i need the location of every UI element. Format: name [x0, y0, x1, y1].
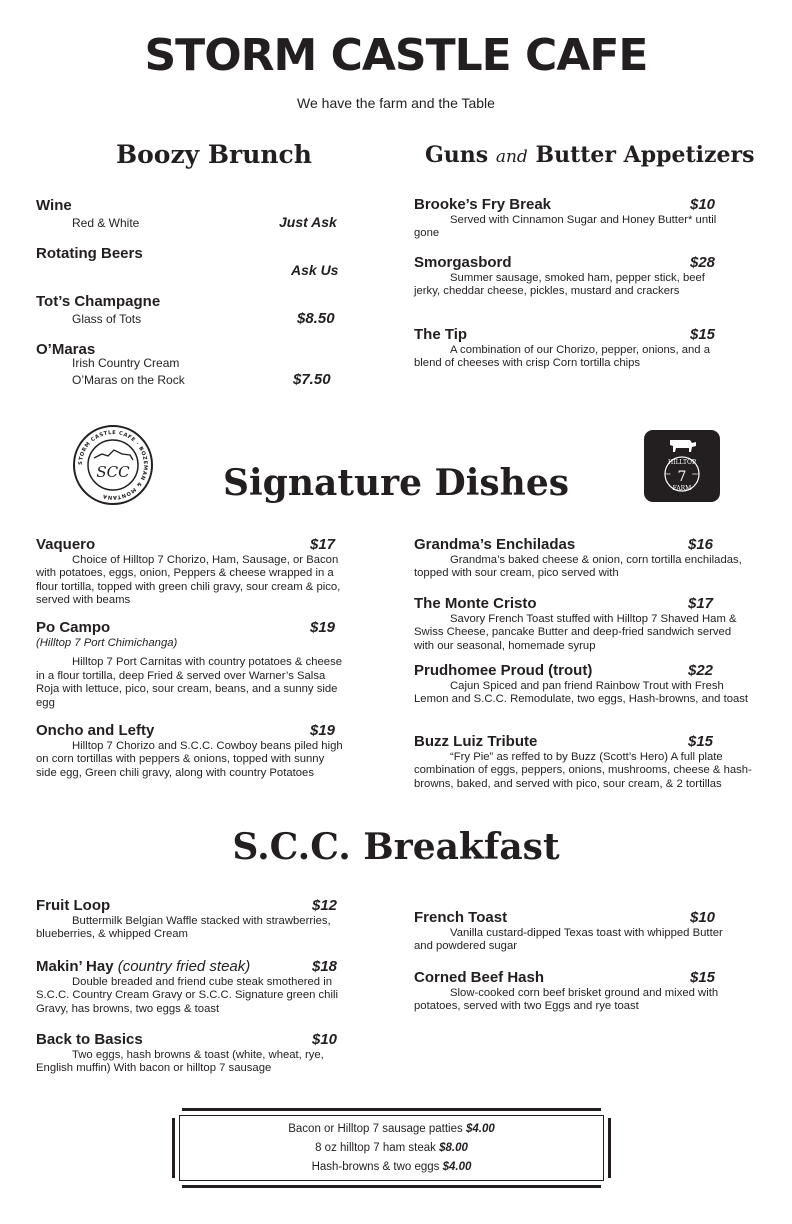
- menu-item-price: $19: [310, 722, 336, 739]
- signature-item: [414, 595, 754, 653]
- heading-word-guns: Guns: [425, 142, 489, 168]
- signature-item: [36, 619, 346, 710]
- menu-item-price: $15: [690, 326, 716, 343]
- breakfast-item: [414, 969, 734, 1014]
- menu-item-price: $22: [688, 662, 714, 679]
- logo-farm-text: FARM: [672, 485, 692, 492]
- menu-item-name: Brooke’s Fry Break: [414, 196, 552, 213]
- menu-item-name: Wine: [36, 197, 72, 214]
- signature-item: [414, 733, 754, 791]
- menu-item-name: Rotating Beers: [36, 245, 143, 262]
- section-heading-signature-dishes: Signature Dishes: [222, 462, 570, 504]
- signature-item: [36, 536, 346, 608]
- menu-item-price: $10: [690, 909, 716, 926]
- menu-item-price: $15: [688, 733, 714, 750]
- logo-est: EST.: [664, 472, 672, 476]
- signature-item: [36, 722, 346, 780]
- logo-monogram: SCC: [96, 463, 130, 481]
- heading-word-butter-appetizers: Butter Appetizers: [535, 142, 755, 168]
- side-item-price: $4.00: [442, 1161, 472, 1173]
- menu-item-detail: O’Maras on the Rock: [72, 373, 185, 387]
- menu-item-price: $7.50: [293, 371, 331, 388]
- menu-item-name: French Toast: [414, 909, 508, 926]
- menu-item-name: Buzz Luiz Tribute: [414, 733, 538, 750]
- tagline: We have the farm and the Table: [297, 95, 495, 111]
- menu-item-price: $17: [310, 536, 336, 553]
- menu-item-description: Cajun Spiced and pan friend Rainbow Trout with Fresh Lemon and S.C.C. Remodulate, two eggs, Hash-browns, and toast: [414, 680, 749, 706]
- menu-item-price: $10: [690, 196, 716, 213]
- menu-item-detail: Glass of Tots: [72, 312, 142, 326]
- menu-item-description: Hilltop 7 Port Carnitas with country potatoes & cheese in a flour tortilla, deep Fried & served over Warner’s Salsa Roja with lettuce, pico, sour cream, beans, and a sunny side egg: [36, 656, 343, 709]
- menu-item-price: $17: [688, 595, 714, 612]
- side-item-name: Hash-browns & two eggs: [311, 1161, 440, 1173]
- menu-item-description: Buttermilk Belgian Waffle stacked with strawberries, blueberries, & whipped Cream: [36, 915, 331, 941]
- side-item-name: 8 oz hilltop 7 ham steak: [315, 1142, 436, 1154]
- menu-item-price: $16: [688, 536, 714, 553]
- menu-item-price: $18: [312, 958, 338, 975]
- logo-hilltop-text: HILLTOP: [667, 459, 697, 466]
- menu-item-name: O’Maras: [36, 341, 96, 358]
- menu-item-price: $19: [310, 619, 336, 636]
- breakfast-item: [414, 909, 734, 954]
- menu-item-price: $28: [690, 254, 716, 271]
- section-heading-appetizers: [425, 142, 754, 168]
- menu-item-name: Back to Basics: [36, 1031, 143, 1048]
- menu-item-name: Po Campo: [36, 619, 111, 636]
- menu-item-name: The Monte Cristo: [414, 595, 537, 612]
- heading-word-and: and: [495, 147, 528, 167]
- menu-item-name: Corned Beef Hash: [414, 969, 545, 986]
- breakfast-item: [36, 958, 346, 1016]
- menu-item-price: $12: [312, 897, 338, 914]
- menu-item-subtitle: (country fried steak): [117, 958, 251, 975]
- menu-item-price: $15: [690, 969, 716, 986]
- menu-item-description: Two eggs, hash browns & toast (white, wheat, rye, English muffin) With bacon or hilltop 7 sausage: [36, 1049, 324, 1075]
- menu-item-price: $10: [312, 1031, 338, 1048]
- menu-item-description: Choice of Hilltop 7 Chorizo, Ham, Sausage, or Bacon with potatoes, eggs, onion, Peppers & cheese wrapped in a flour tortilla, topped with green chili gravy, sour cream & pico, served with beams: [36, 554, 341, 607]
- page-title: STORM CASTLE CAFE: [144, 30, 648, 81]
- menu-item-note: (Hilltop 7 Port Chimichanga): [36, 637, 178, 649]
- menu-item-detail: Irish Country Cream: [72, 356, 180, 370]
- menu-item-description: Savory French Toast stuffed with Hilltop 7 Shaved Ham & Swiss Cheese, pancake Butter and deep-fried sandwich served with our seasonal, homemade syrup: [414, 613, 737, 652]
- menu-item-price: $8.50: [297, 310, 335, 327]
- logo-number: 7: [677, 469, 687, 485]
- logo-ring-text: STORM CASTLE CAFE · BOZEMAN & MONTANA: [77, 429, 149, 501]
- side-item-price: $4.00: [465, 1123, 495, 1135]
- appetizer-item: [414, 254, 734, 299]
- menu-item-name: Oncho and Lefty: [36, 722, 155, 739]
- breakfast-item: [36, 897, 346, 942]
- menu-item-description: “Fry Pie” as reffed to by Buzz (Scott’s Hero) A full plate combination of eggs, peppers, onions, mushrooms, cheese & hash-browns, baked, and served with pico, sour cream, & 2 tortillas: [414, 751, 752, 790]
- menu-item-description: A combination of our Chorizo, pepper, onions, and a blend of cheeses with crisp Corn tortilla chips: [414, 344, 710, 370]
- menu-item-name-row: [36, 958, 346, 976]
- menu-item-description: Double breaded and friend cube steak smothered in S.C.C. Country Cream Gravy or S.C.C. Signature green chili Gravy, has browns, two eggs & toast: [36, 976, 338, 1015]
- signature-item: [414, 536, 754, 581]
- side-item-name: Bacon or Hilltop 7 sausage patties: [288, 1123, 463, 1135]
- menu-item-name: Tot’s Champagne: [36, 293, 161, 310]
- appetizer-item: [414, 326, 734, 371]
- menu-item-description: Grandma’s baked cheese & onion, corn tortilla enchiladas, topped with sour cream, pico served with: [414, 554, 742, 580]
- menu-item-name: Makin’ Hay: [36, 958, 114, 975]
- side-item: [175, 1161, 608, 1173]
- side-item: [175, 1142, 608, 1154]
- menu-item-name: Prudhomee Proud (trout): [414, 662, 593, 679]
- appetizer-item: [414, 196, 734, 241]
- signature-item: [414, 662, 754, 707]
- section-heading-breakfast: S.C.C. Breakfast: [232, 826, 560, 868]
- side-item-price: $8.00: [439, 1142, 468, 1154]
- section-heading-boozy-brunch: Boozy Brunch: [116, 140, 312, 169]
- menu-item-name: The Tip: [414, 326, 468, 343]
- sides-box: [172, 1108, 611, 1188]
- menu-item-name: Fruit Loop: [36, 897, 111, 914]
- menu-item-detail: Red & White: [72, 216, 140, 230]
- breakfast-item: [36, 1031, 346, 1076]
- side-item: [175, 1123, 608, 1135]
- menu-item-name: Vaquero: [36, 536, 96, 553]
- menu-item-name: Smorgasbord: [414, 254, 512, 271]
- menu-item-description: Slow-cooked corn beef brisket ground and mixed with potatoes, served with two Eggs and rye toast: [414, 987, 719, 1013]
- menu-item-description: Summer sausage, smoked ham, pepper stick, beef jerky, cheddar cheese, pickles, mustard and crackers: [414, 272, 705, 298]
- menu-item-description: Vanilla custard-dipped Texas toast with whipped Butter and powdered sugar: [414, 927, 723, 953]
- menu-item-price: Ask Us: [291, 262, 339, 278]
- menu-item-description: Hilltop 7 Chorizo and S.C.C. Cowboy beans piled high on corn tortillas with peppers & onions, topped with sunny side egg, Green chili gravy, along with country Potatoes: [36, 740, 343, 779]
- menu-item-description: Served with Cinnamon Sugar and Honey Butter* until gone: [414, 214, 717, 240]
- menu-item-name: Grandma’s Enchiladas: [414, 536, 576, 553]
- menu-item-price: Just Ask: [279, 214, 337, 230]
- logo-year: 2015: [692, 472, 700, 476]
